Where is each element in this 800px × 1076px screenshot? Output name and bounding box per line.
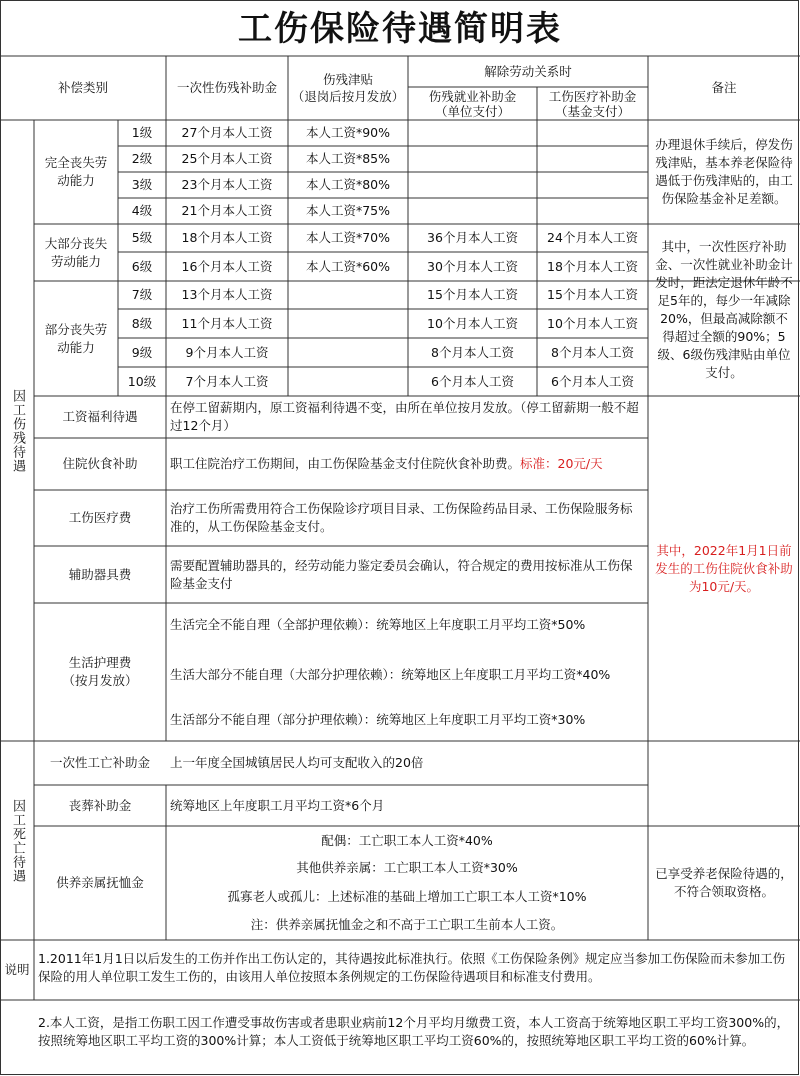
death-lump-label: 一次性工亡补助金 xyxy=(49,755,150,770)
medical-cell: 18个月本人工资 xyxy=(547,258,638,274)
item-care-1: 生活完全不能自理（全部护理依赖）：统筹地区上年度职工月平均工资*50% xyxy=(170,617,586,632)
item-meal-label: 住院伙食补助 xyxy=(62,456,138,471)
death-pension-orphan: 孤寡老人或孤儿：上述标准的基础上增加工亡职工本人工资*10% xyxy=(227,889,587,904)
medical-cell: 10个月本人工资 xyxy=(547,315,638,331)
lump-cell: 21个月本人工资 xyxy=(181,203,273,218)
level-cell: 2级 xyxy=(131,151,153,166)
allowance-cell: 本人工资*60% xyxy=(305,258,391,274)
employment-cell: 36个月本人工资 xyxy=(427,230,518,245)
employment-cell: 6个月本人工资 xyxy=(431,373,514,389)
lump-cell: 23个月本人工资 xyxy=(181,177,273,192)
group-partial: 部分丧失劳动能力 xyxy=(44,321,108,355)
note-1: 1.2011年1月1日以后发生的工伤并作出工伤认定的，其待遇按此标准执行。依照《工伤保险条例》规定应当参加工伤保险而未参加工伤保险的用人单位职工发生工伤的，由该用人单位按照本条例规定的工伤保险待遇项目和标准支付费用。 xyxy=(38,951,786,984)
level-cell: 6级 xyxy=(131,258,153,274)
employment-cell: 15个月本人工资 xyxy=(427,287,518,302)
lump-cell: 25个月本人工资 xyxy=(181,151,273,166)
level-cell: 5级 xyxy=(131,230,153,245)
meal-standard: 标准：20元/天 xyxy=(520,456,603,471)
item-aids-text: 需要配置辅助器具的，经劳动能力鉴定委员会确认，符合规定的费用按标准从工伤保险基金支付 xyxy=(170,557,633,591)
level-cell: 10级 xyxy=(127,373,157,389)
group-most: 大部分丧失劳动能力 xyxy=(44,235,108,269)
medical-cell: 15个月本人工资 xyxy=(547,287,638,302)
death-pension-spouse: 配偶：工亡职工本人工资*40% xyxy=(321,833,493,848)
death-funeral-label: 丧葬补助金 xyxy=(68,797,132,813)
item-medical-text: 治疗工伤所需费用符合工伤保险诊疗项目目录、工伤保险药品目录、工伤保险服务标准的，从工伤保险基金支付。 xyxy=(170,501,633,534)
lump-cell: 13个月本人工资 xyxy=(181,287,273,302)
group-complete: 完全丧失劳动能力 xyxy=(44,155,108,188)
header-lump-sum: 一次性伤残补助金 xyxy=(176,80,277,95)
item-meal-text: 职工住院治疗工伤期间，由工伤保险基金支付住院伙食补助费。 标准：20元/天 xyxy=(170,456,603,471)
level-cell: 4级 xyxy=(131,203,153,218)
level-cell: 1级 xyxy=(131,125,153,140)
medical-cell: 8个月本人工资 xyxy=(551,344,634,360)
header-remarks: 备注 xyxy=(711,80,737,95)
level-cell: 9级 xyxy=(131,344,153,360)
death-pension-other: 其他供养亲属：工亡职工本人工资*30% xyxy=(296,860,518,875)
level-cell: 3级 xyxy=(131,177,153,192)
item-welfare-label: 工资福利待遇 xyxy=(62,409,138,424)
medical-cell: 24个月本人工资 xyxy=(547,230,638,245)
allowance-cell: 本人工资*85% xyxy=(305,151,391,166)
employment-cell: 8个月本人工资 xyxy=(431,344,514,360)
item-welfare-text: 在停工留薪期内，原工资福利待遇不变，由所在单位按月发放。（停工留薪期一般不超过12个月） xyxy=(170,400,639,433)
item-medical-label: 工伤医疗费 xyxy=(68,510,132,525)
employment-cell: 30个月本人工资 xyxy=(427,258,518,274)
employment-cell: 10个月本人工资 xyxy=(427,315,518,331)
lump-cell: 18个月本人工资 xyxy=(181,230,273,245)
remark-pension: 已享受养老保险待遇的，不符合领取资格。 xyxy=(655,866,793,899)
lump-cell: 16个月本人工资 xyxy=(181,258,273,274)
medical-cell: 6个月本人工资 xyxy=(551,373,634,389)
lump-cell: 11个月本人工资 xyxy=(181,315,273,331)
header-allowance: 伤残津贴 （退岗后按月发放） xyxy=(291,72,405,104)
side-label-disability: 因工伤残待遇 xyxy=(10,388,25,473)
lump-cell: 7个月本人工资 xyxy=(185,373,269,389)
remark-meal-history: 其中，2022年1月1日前发生的工伤住院伙食补助为10元/天。 xyxy=(655,542,793,594)
side-label-explain: 说明 xyxy=(4,962,30,977)
header-terminate: 解除劳动关系时 xyxy=(484,63,572,79)
lump-cell: 27个月本人工资 xyxy=(181,125,273,140)
death-lump-text: 上一年度全国城镇居民人均可支配收入的20倍 xyxy=(170,755,424,770)
death-pension-note: 注：供养亲属抚恤金之和不高于工亡职工生前本人工资。 xyxy=(250,917,564,932)
page-title: 工伤保险待遇简明表 xyxy=(238,9,562,49)
allowance-cell: 本人工资*80% xyxy=(305,177,391,192)
header-medical: 工伤医疗补助金 （基金支付） xyxy=(548,88,637,119)
lump-cell: 9个月本人工资 xyxy=(185,344,269,360)
level-cell: 7级 xyxy=(131,287,153,302)
allowance-cell: 本人工资*90% xyxy=(305,125,391,140)
item-aids-label: 辅助器具费 xyxy=(68,566,132,582)
allowance-cell: 本人工资*70% xyxy=(305,230,391,245)
item-care-2: 生活大部分不能自理（大部分护理依赖）：统筹地区上年度职工月平均工资*40% xyxy=(170,667,611,682)
allowance-cell: 本人工资*75% xyxy=(305,203,391,218)
death-pension-label: 供养亲属抚恤金 xyxy=(56,875,144,890)
death-funeral-text: 统筹地区上年度职工月平均工资*6个月 xyxy=(170,797,385,813)
header-category: 补偿类别 xyxy=(57,80,108,95)
level-cell: 8级 xyxy=(131,315,153,331)
side-label-death: 因工死亡待遇 xyxy=(10,798,25,883)
header-employment: 伤残就业补助金 （单位支付） xyxy=(428,88,517,119)
remark-deduction: 其中，一次性医疗补助金、一次性就业补助金计发时，距法定退休年龄不足5年的，每少一年减除20%，但最高减除额不得超过全额的90%；5级、6级伤残津贴由单位支付。 xyxy=(655,239,793,380)
item-care-3: 生活部分不能自理（部分护理依赖）：统筹地区上年度职工月平均工资*30% xyxy=(170,712,586,727)
item-care-label: 生活护理费 （按月发放） xyxy=(62,655,138,688)
note-2: 2.本人工资，是指工伤职工因工作遭受事故伤害或者患职业病前12个月平均月缴费工资，本人工资高于统筹地区职工平均工资300%的，按照统筹地区职工平均工资的300%计算；本人工资低于统筹地区职工平均工资60%的，按照统筹地区职工平均工资的60%计算。 xyxy=(38,1015,790,1048)
remark-retire: 办理退休手续后，停发伤残津贴，基本养老保险待遇低于伤残津贴的，由工伤保险基金补足差额。 xyxy=(655,137,793,206)
